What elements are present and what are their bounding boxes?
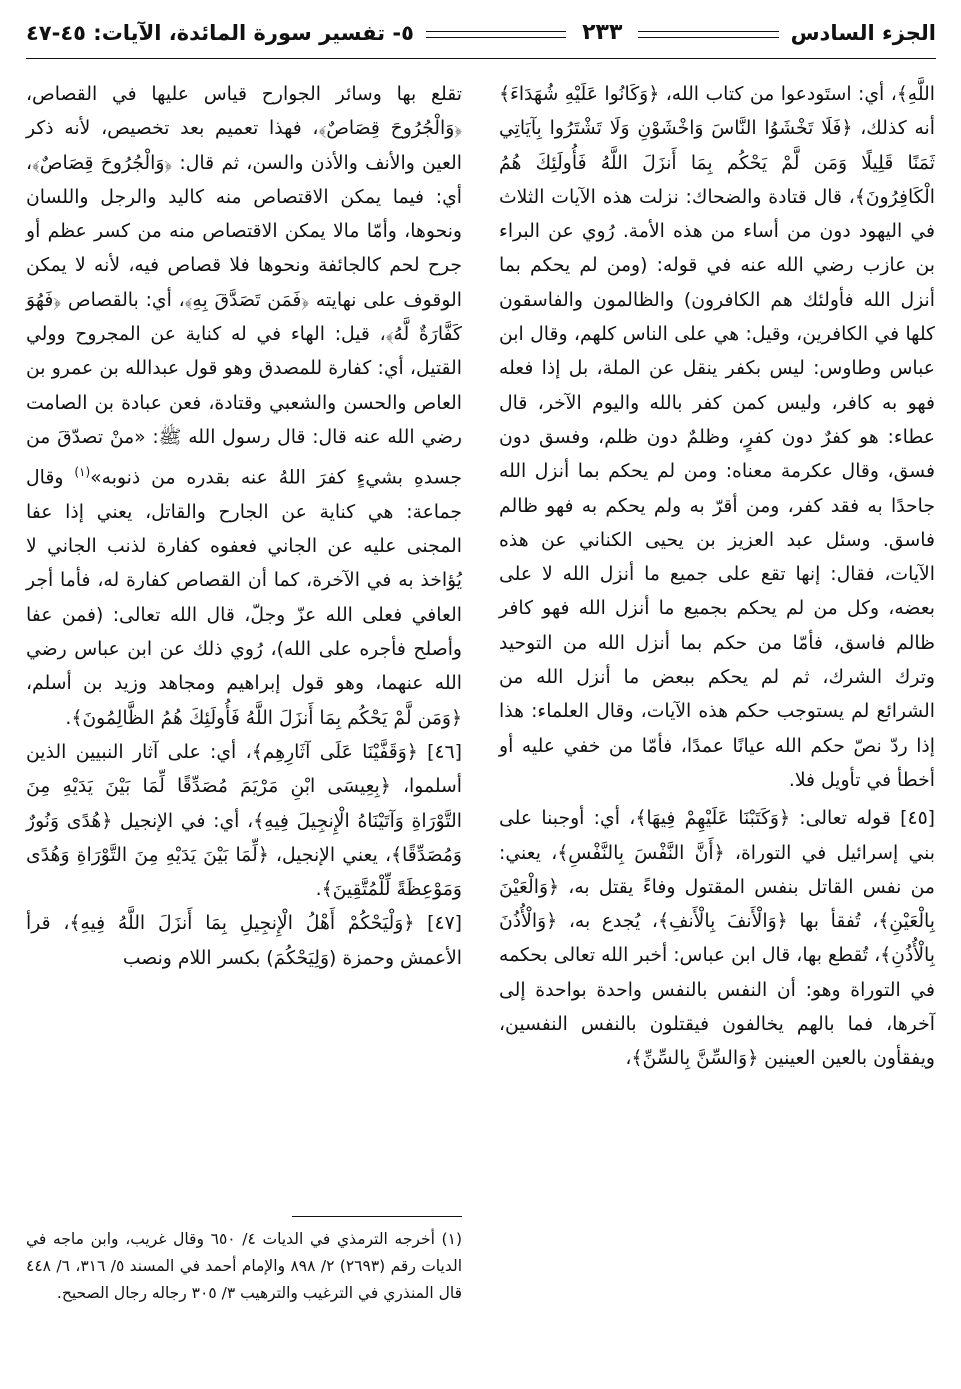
footnote-marker: (١) <box>74 465 91 480</box>
left-column <box>26 78 462 976</box>
header-double-rule <box>426 31 566 38</box>
right-paragraph-1: اللَّهِ﴾، أي: استَودعوا من كتاب الله، ﴿وَكَانُوا عَلَيْهِ شُهَدَاءَ﴾ أنه كذلك، ﴿فَلَا تَخْشَوُا النَّاسَ وَاخْشَوْنِ وَلَا تَشْتَرُوا بِآيَاتِي ثَمَنًا قَلِيلًا وَمَن لَّمْ يَحْكُم بِمَا أَنزَلَ اللَّهُ فَأُولَئِكَ هُمُ الْكَافِرُونَ﴾، قال قتادة والضحاك: نزلت هذه الآيات الثلاث في اليهود دون من أساء من هذه الأمة. رُوي عن البراء بن عازب رضي الله عنه في قوله: (ومن لم يحكم بما أنزل الله فأولئك هم الكافرون) والظالمون والفاسقون كلها في الكافرين، وقيل: هي على الناس كلهم، وقال ابن عباس وطاوس: ليس بكفر ينقل عن الملة، بل إذا فعله فهو به كافر، وليس كمن كفر بالله واليوم الآخر، قال عطاء: هو كفرٌ دون كفرٍ، وظلمٌ دون ظلم، وفسق دون فسق، وقال عكرمة معناه: ومن لم يحكم بما أنزل الله جاحدًا به فقد كفر، ومن أقرّ به ولم يحكم به فهو ظالم فاسق. وسئل عبد العزيز بن يحيى الكناني عن هذه الآيات، فقال: إنها تقع على جميع ما أنزل الله لا على بعضه، وكل من لم يحكم بجميع ما أنزل الله فهو كافر ظالم فاسق، فأمّا من حكم بما أنزل الله من التوحيد وترك الشرك، ثم لم يحكم ببعض ما أنزل الله من الشرائع لم يستوجب حكم هذه الآيات، وقال العلماء: هذا إذا ردّ نصّ حكم الله عيانًا عمدًا، فأمّا من خفي عليه أو أخطأ في تأويل فلا. <box>499 84 935 791</box>
footnote-text: (١) أخرجه الترمذي في الديات ٤/ ٦٥٠ وقال غريب، وابن ماجه في الديات رقم (٢٦٩٣) ٢/ ٨٩٨ والإمام أحمد في المسند ٥/ ٣١٦، ٦/ ٤٤٨ قال المنذري في الترغيب والترهيب ٣/ ٣٠٥ رجاله رجال الصحيح. <box>26 1230 462 1302</box>
left-paragraph-3: [٤٧] ﴿وَلْيَحْكُمْ أَهْلُ الْإِنجِيلِ بِمَا أَنزَلَ اللَّهُ فِيهِ﴾، قرأ الأعمش وحمزة (وَلِيَحْكُمَ) بكسر اللام ونصب <box>26 913 462 969</box>
footnote-separator <box>292 1216 462 1217</box>
page-header <box>26 18 936 62</box>
left-paragraph-1b-text: وقال جماعة: هي كناية عن الجارح والقاتل، يعني إذا عفا المجنى عليه عن الجاني فعفوه كفارة لذنب الجاني لا يُؤاخذ به في الآخرة، كما أن القصاص كفارة له، فأما أجر العافي فعلى الله عزّ وجلّ، قال الله تعالى: (فمن عفا وأصلح فأجره على الله)، رُوي ذلك عن ابن عباس رضي الله عنهما، وهو قول إبراهيم ومجاهد وزيد بن أسلم، ﴿وَمَن لَّمْ يَحْكُم بِمَا أَنزَلَ اللَّهُ فَأُولَئِكَ هُمُ الظَّالِمُونَ﴾. <box>26 467 462 729</box>
right-paragraph-2: [٤٥] قوله تعالى: ﴿وَكَتَبْنَا عَلَيْهِمْ فِيهَا﴾، أي: أوجبنا على بني إسرائيل في التوراة، ﴿أَنَّ النَّفْسَ بِالنَّفْسِ﴾، يعني: من نفس القاتل بنفس المقتول وفاءً يقتل به، ﴿وَالْعَيْنَ بِالْعَيْنِ﴾، تُفقأ بها ﴿وَالْأَنفَ بِالْأَنفِ﴾، يُجدع به، ﴿وَالْأُذُنَ بِالْأُذُنِ﴾، تُقطع بها، قال ابن عباس: أخبر الله تعالى بحكمه في التوراة وهو: أن النفس بالنفس واحدة بواحدة إلى آخرها، فما بالهم يخالفون فيقتلون بالنفس النفسين، ويفقأون بالعين العينين ﴿وَالسِّنَّ بِالسِّنِّ﴾، <box>499 808 935 1070</box>
page-number: ٢٣٣ <box>582 20 623 45</box>
surah-title: ٥- تفسير سورة المائدة، الآيات: ٤٥-٤٧ <box>25 21 414 45</box>
left-paragraph-2: [٤٦] ﴿وَقَفَّيْنَا عَلَى آثَارِهِم﴾، أي: على آثار النبيين الذين أسلموا، ﴿بِعِيسَى ابْنِ مَرْيَمَ مُصَدِّقًا لِّمَا بَيْنَ يَدَيْهِ مِنَ التَّوْرَاةِ وَآتَيْنَاهُ الْإِنجِيلَ فِيهِ﴾، أي: في الإنجيل ﴿هُدًى وَنُورٌ وَمُصَدِّقًا﴾، يعني الإنجيل، ﴿لِّمَا بَيْنَ يَدَيْهِ مِنَ التَّوْرَاةِ وَهُدًى وَمَوْعِظَةً لِّلْمُتَّقِينَ﴾. <box>26 741 462 901</box>
left-paragraph-1-text: تقلع بها وسائر الجوارح قياس عليها في القصاص، ﴿وَالْجُرُوحَ قِصَاصٌ﴾، فهذا تعميم بعد تخصيص، لأنه ذكر العين والأنف والأذن والسن، ثم قال: ﴿وَالْجُرُوحَ قِصَاصٌ﴾، أي: فيما يمكن الاقتصاص منه كاليد والرجل واللسان ونحوها، وأمّا مالا يمكن الاقتصاص منه من كسر عظم أو جرح لحم كالجائفة ونحوها فلا قصاص فيه، لأنه لا يمكن الوقوف على نهايته ﴿فَمَن تَصَدَّقَ بِهِ﴾، أي: بالقصاص ﴿فَهُوَ كَفَّارَةٌ لَّهُ﴾، قيل: الهاء في له كناية عن المجروح وولي القتيل، أي: كفارة للمصدق وهو قول عبدالله بن عمرو بن العاص والحسن والشعبي وقتادة، فعن عبادة بن الصامت رضي الله عنه قال: قال رسول الله ﷺ: «منْ تصدّقَ من جسدهِ بشيءٍ كفرَ اللهُ عنه بقدره من ذنوبه» <box>26 84 462 489</box>
header-double-rule <box>638 31 778 38</box>
header-underline <box>26 58 936 59</box>
right-column <box>499 78 935 1077</box>
left-paragraph-1 <box>26 78 462 736</box>
footnote <box>26 1226 462 1307</box>
part-label: الجزء السادس <box>790 21 936 45</box>
